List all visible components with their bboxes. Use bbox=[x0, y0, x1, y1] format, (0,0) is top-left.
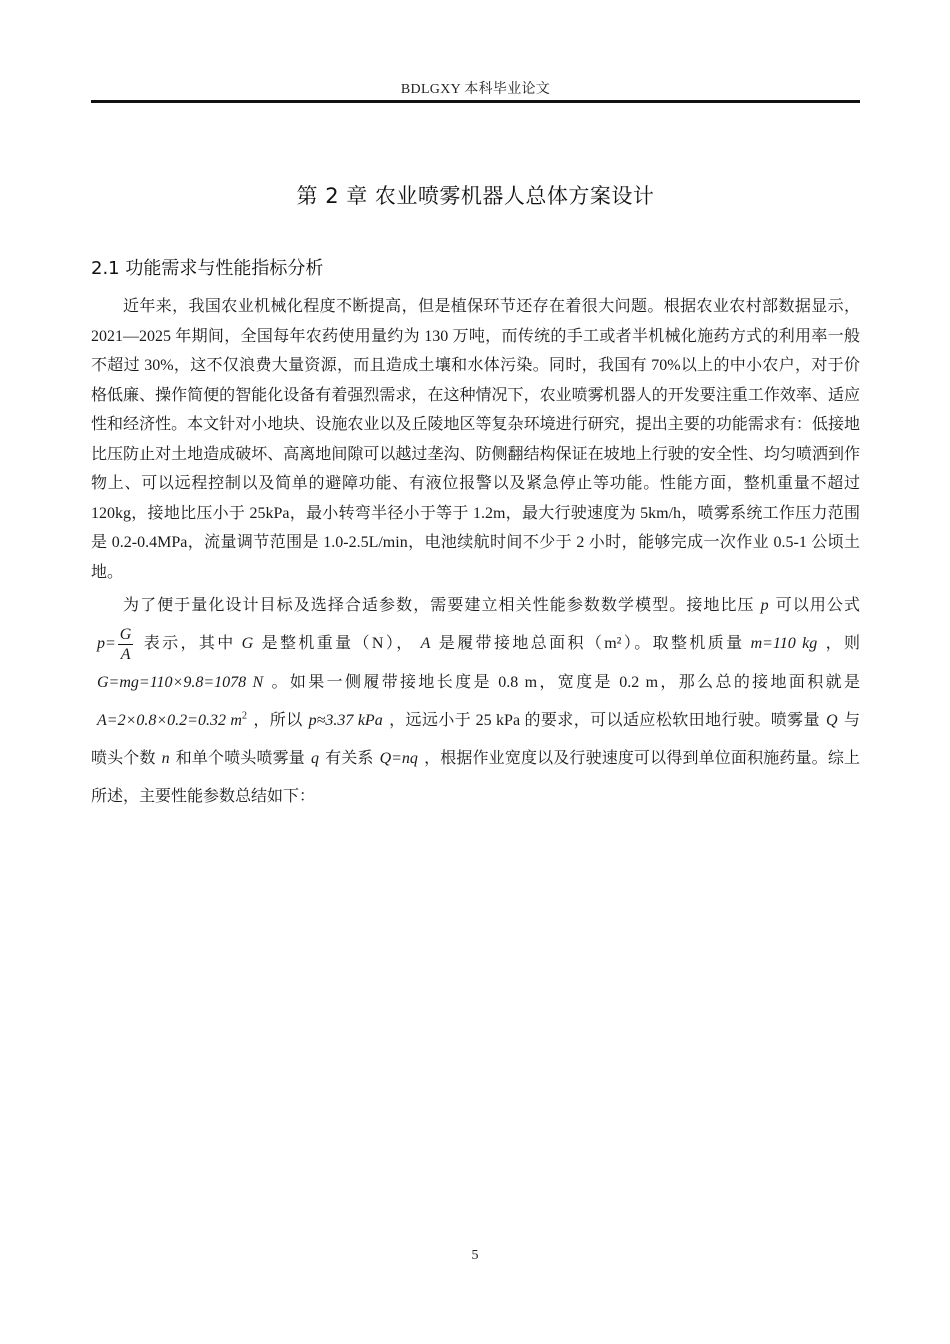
formula-lhs: p= bbox=[97, 635, 116, 653]
section-heading: 2.1 功能需求与性能指标分析 bbox=[91, 258, 324, 279]
text-segment: 。如果一侧履带接地长度是 0.8 m，宽度是 0.2 m，那么总的接地面积就是 bbox=[269, 674, 860, 691]
text-segment: ，则 bbox=[823, 635, 860, 653]
fraction-denominator: A bbox=[120, 646, 131, 663]
variable-A: A bbox=[420, 635, 431, 653]
equation-mass: m=110 kg bbox=[750, 635, 818, 653]
variable-G: G bbox=[241, 635, 254, 653]
header-rule bbox=[91, 100, 860, 103]
fraction-numerator: G bbox=[119, 626, 132, 643]
text-segment: 和单个喷头喷雾量 bbox=[175, 750, 305, 767]
equation-area bbox=[91, 712, 253, 729]
running-header: BDLGXY 本科毕业论文 bbox=[400, 82, 551, 97]
text-segment: 是整机重量（N）， bbox=[259, 635, 415, 653]
text-segment: 可以用公式 bbox=[774, 597, 860, 614]
variable-n: n bbox=[161, 750, 170, 767]
text-segment: 有关系 bbox=[324, 750, 374, 767]
text-segment: 为了便于量化设计目标及选择合适参数，需要建立相关性能参数数学模型。接地比压 bbox=[123, 597, 755, 614]
paragraph-intro: 近年来，我国农业机械化程度不断提高，但是植保环节还存在着很大问题。根据农业农村部数据显示，2021—2025 年期间，全国每年农药使用量约为 130 万吨，而传统的手工或者半机械化施药方式的利用率一般不超过 30%，这不仅浪费大量资源，而且造成土壤和水体污染。同时，我国有 70%以上的中小农户，对于价格低廉、操作简便的智能化设备有着强烈需求，在这种情况下，农业喷雾机器人的开发要注重工作效率、适应性和经济性。本文针对小地块、设施农业以及丘陵地区等复杂环境进行研究，提出主要的功能需求有：低接地比压防止对土地造成破坏、高离地间隙可以越过垄沟、防侧翻结构保证在坡地上行驶的安全性、均匀喷洒到作物上、可以远程控制以及简单的避障功能、有液位报警以及紧急停止等功能。性能方面，整机重量不超过 120kg，接地比压小于 25kPa，最小转弯半径小于等于 1.2m，最大行驶速度为 5km/h，喷雾系统工作压力范围是 0.2-0.4MPa，流量调节范围是 1.0-2.5L/min，电池续航时间不少于 2 小时，能够完成一次作业 0.5-1 公顷土地。 bbox=[91, 298, 860, 581]
variable-p: p bbox=[760, 597, 769, 614]
text-segment: 与喷头个数 bbox=[91, 712, 860, 767]
text-segment: 表示，其中 bbox=[141, 635, 236, 653]
paragraph-model bbox=[91, 587, 860, 816]
equation-pressure: p≈3.37 kPa bbox=[308, 712, 383, 729]
variable-Q: Q bbox=[826, 712, 838, 729]
equation-weight: G=mg=110×9.8=1078 N bbox=[97, 674, 264, 691]
text-segment: ，根据作业宽度以及行驶速度可以得到单位面积施药量。综上所述，主要性能参数总结如下： bbox=[91, 750, 860, 805]
page-number: 5 bbox=[471, 1248, 479, 1263]
text-segment: ，所以 bbox=[252, 712, 303, 729]
chapter-title: 第 2 章 农业喷雾机器人总体方案设计 bbox=[296, 184, 655, 208]
variable-q: q bbox=[310, 750, 319, 767]
formula-fraction bbox=[118, 625, 134, 664]
formula-pressure bbox=[91, 626, 141, 663]
body-text bbox=[91, 292, 860, 816]
text-segment: 是履带接地总面积（m²）。取整机质量 bbox=[436, 635, 745, 653]
equation-flow: Q=nq bbox=[379, 750, 418, 767]
superscript-2: 2 bbox=[241, 710, 247, 722]
text-segment: ，远远小于 25 kPa 的要求，可以适应松软田地行驶。喷雾量 bbox=[388, 712, 820, 729]
equation-area-body: A=2×0.8×0.2=0.32 m bbox=[97, 712, 242, 729]
